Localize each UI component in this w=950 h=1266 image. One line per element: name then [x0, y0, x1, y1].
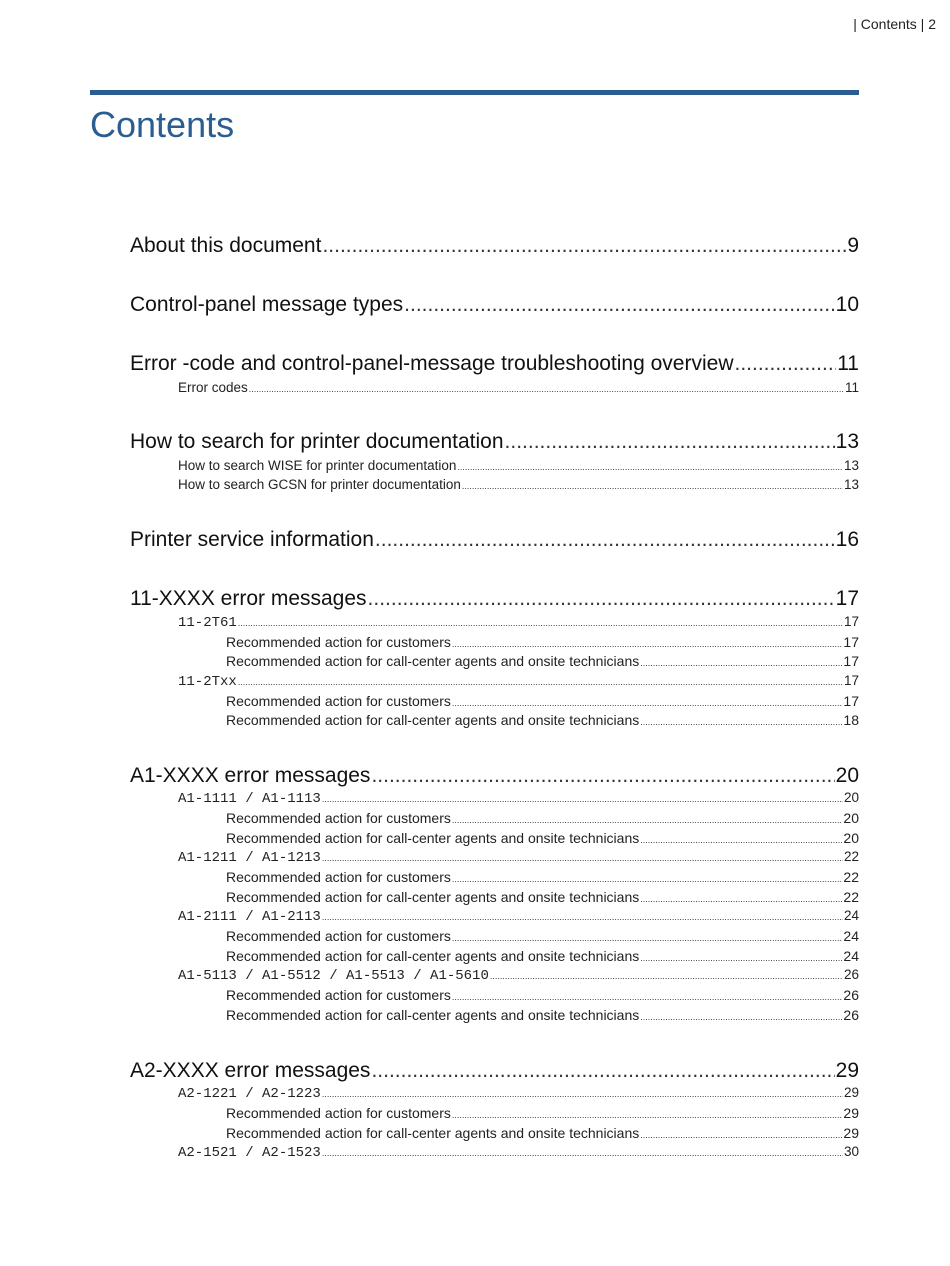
toc-entry-label: How to search for printer documentation	[130, 430, 504, 453]
toc-subentry[interactable]	[178, 908, 859, 926]
toc-entry-page: 16	[835, 528, 859, 551]
toc-subsubentry[interactable]	[226, 889, 859, 907]
toc-entry-page: 11	[837, 352, 859, 375]
toc-entry-page: 29	[843, 1125, 859, 1141]
toc-entry-label: Recommended action for customers	[226, 634, 451, 650]
toc-entry-label: 11-XXXX error messages	[130, 587, 367, 610]
toc-subentry[interactable]	[178, 1144, 859, 1162]
toc-subsubentry[interactable]	[226, 830, 859, 848]
toc-entry-page: 17	[843, 614, 859, 629]
toc-entry-label: A1-1211 / A1-1213	[178, 850, 321, 866]
toc-entry-page: 29	[843, 1085, 859, 1100]
toc-subsubentry[interactable]	[226, 1105, 859, 1123]
toc-subentry[interactable]	[178, 1085, 859, 1103]
toc-entry[interactable]	[130, 293, 859, 319]
toc-entry-page: 17	[843, 653, 859, 669]
toc-entry-label: Recommended action for call-center agents and onsite technicians	[226, 889, 640, 905]
toc-entry-label: A2-XXXX error messages	[130, 1059, 371, 1082]
toc-entry-page: 11	[844, 380, 859, 395]
toc-entry-label: Recommended action for call-center agents and onsite technicians	[226, 653, 640, 669]
toc-entry-page: 24	[843, 948, 859, 964]
toc-entry-label: 11-2T61	[178, 615, 237, 631]
toc-entry-page: 22	[843, 849, 859, 864]
toc-entry-page: 20	[843, 830, 859, 846]
toc-subsubentry[interactable]	[226, 1007, 859, 1025]
toc-entry-label: Recommended action for customers	[226, 810, 451, 826]
toc-entry-page: 20	[843, 810, 859, 826]
toc-entry-label: A1-1111 / A1-1113	[178, 791, 321, 807]
toc-entry-label: Recommended action for call-center agents and onsite technicians	[226, 1007, 640, 1023]
toc-entry-label: Recommended action for customers	[226, 987, 451, 1003]
toc-entry-label: A1-5113 / A1-5512 / A1-5513 / A1-5610	[178, 968, 489, 984]
toc-entry-label: Recommended action for call-center agents and onsite technicians	[226, 830, 640, 846]
toc-subentry[interactable]	[178, 477, 859, 495]
toc-entry-label: Error codes	[178, 380, 248, 395]
title-rule	[90, 90, 859, 95]
toc-entry-page: 9	[847, 234, 859, 257]
toc-entry-page: 13	[835, 430, 859, 453]
toc-entry[interactable]	[130, 587, 859, 613]
toc-entry-page: 10	[835, 293, 859, 316]
toc-entry-page: 26	[843, 1007, 859, 1023]
toc-subsubentry[interactable]	[226, 869, 859, 887]
toc-entry-page: 22	[843, 869, 859, 885]
toc-subentry[interactable]	[178, 849, 859, 867]
toc-entry-page: 26	[843, 967, 859, 982]
toc-entry-label: Recommended action for call-center agents and onsite technicians	[226, 1125, 640, 1141]
toc-entry-page: 18	[843, 712, 859, 728]
toc-entry-page: 17	[835, 587, 859, 610]
toc-entry-page: 20	[843, 790, 859, 805]
toc-entry-page: 17	[843, 673, 859, 688]
toc-entry-label: Error -code and control-panel-message troubleshooting overview	[130, 352, 734, 375]
toc-subsubentry[interactable]	[226, 634, 859, 652]
toc-entry-label: Recommended action for customers	[226, 869, 451, 885]
toc-entry-page: 17	[843, 693, 859, 709]
toc-entry-label: Printer service information	[130, 528, 374, 551]
toc-entry-label: Recommended action for customers	[226, 928, 451, 944]
toc-entry[interactable]	[130, 352, 859, 378]
toc-subsubentry[interactable]	[226, 653, 859, 671]
page-title: Contents	[90, 104, 235, 145]
toc-subentry[interactable]	[178, 790, 859, 808]
toc-subentry[interactable]	[178, 614, 859, 632]
toc-subsubentry[interactable]	[226, 712, 859, 730]
toc-entry-page: 22	[843, 889, 859, 905]
toc-entry-label: How to search WISE for printer documentation	[178, 458, 457, 473]
toc-entry-label: Recommended action for customers	[226, 693, 451, 709]
running-head: | Contents | 2	[853, 16, 936, 32]
toc-entry-label: Recommended action for call-center agents and onsite technicians	[226, 948, 640, 964]
toc-subsubentry[interactable]	[226, 948, 859, 966]
toc-subsubentry[interactable]	[226, 1125, 859, 1143]
toc-entry-label: A2-1221 / A2-1223	[178, 1086, 321, 1102]
toc-entry-label: Recommended action for call-center agents and onsite technicians	[226, 712, 640, 728]
toc-subentry[interactable]	[178, 967, 859, 985]
toc-entry-page: 24	[843, 908, 859, 923]
toc-subsubentry[interactable]	[226, 987, 859, 1005]
toc-entry-page: 26	[843, 987, 859, 1003]
toc-entry-page: 24	[843, 928, 859, 944]
toc-entry-label: Recommended action for customers	[226, 1105, 451, 1121]
toc-entry-label: 11-2Txx	[178, 674, 237, 690]
toc-entry-page: 29	[835, 1059, 859, 1082]
toc-entry-label: A2-1521 / A2-1523	[178, 1145, 321, 1161]
toc-subsubentry[interactable]	[226, 810, 859, 828]
toc-entry[interactable]	[130, 234, 859, 260]
toc-entry-page: 13	[843, 477, 859, 492]
toc-entry-page: 20	[835, 764, 859, 787]
toc-entry-label: Control-panel message types	[130, 293, 404, 316]
toc-entry-label: A1-XXXX error messages	[130, 764, 371, 787]
toc-entry-label: A1-2111 / A1-2113	[178, 909, 321, 925]
toc-entry[interactable]	[130, 1059, 859, 1085]
toc-entry[interactable]	[130, 764, 859, 790]
toc-subentry[interactable]	[178, 673, 859, 691]
toc-entry-page: 13	[843, 458, 859, 473]
toc-entry-label: How to search GCSN for printer documentation	[178, 477, 461, 492]
toc-entry-page: 30	[843, 1144, 859, 1159]
toc-entry-page: 29	[843, 1105, 859, 1121]
toc-entry[interactable]	[130, 528, 859, 554]
toc-entry-label: About this document	[130, 234, 322, 257]
toc-subsubentry[interactable]	[226, 928, 859, 946]
toc-entry[interactable]	[130, 430, 859, 456]
toc-subsubentry[interactable]	[226, 693, 859, 711]
toc-entry-page: 17	[843, 634, 859, 650]
toc-subentry[interactable]	[178, 458, 859, 476]
toc-subentry[interactable]	[178, 380, 859, 398]
